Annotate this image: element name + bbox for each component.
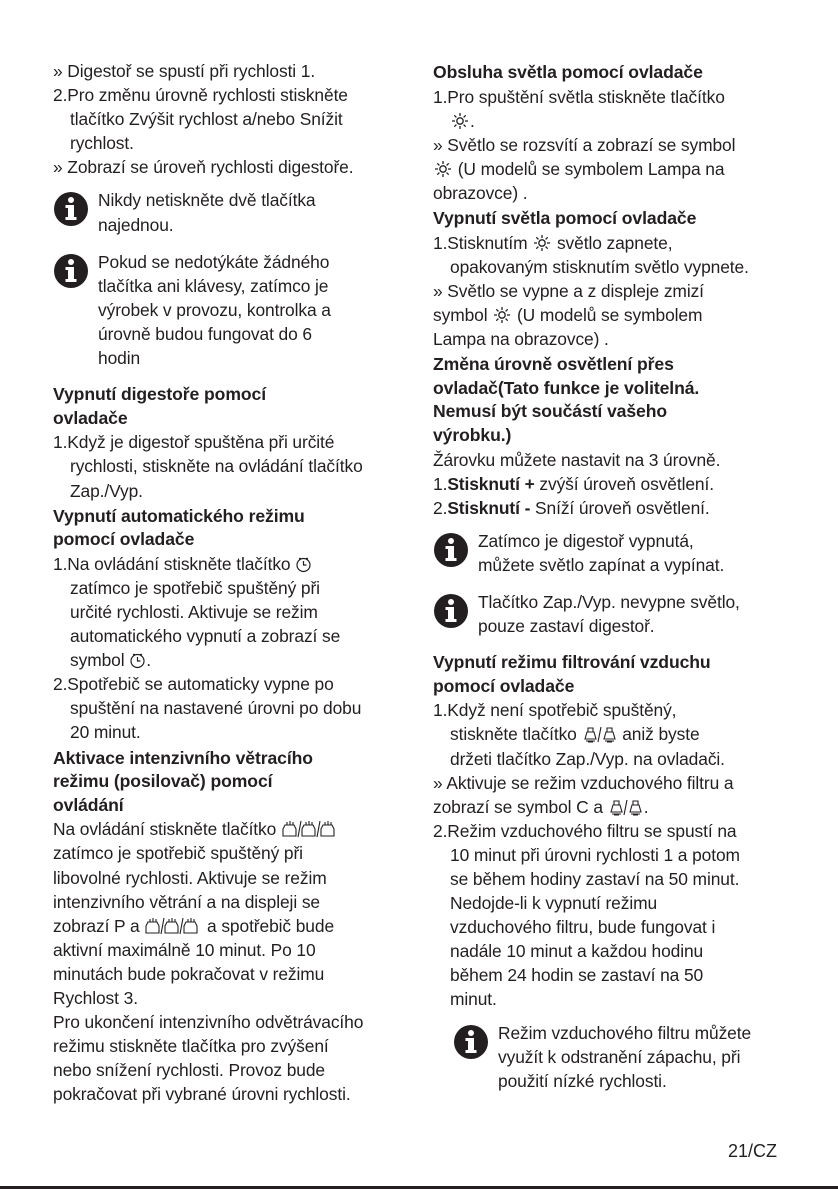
heading-line: ovladače xyxy=(53,407,128,428)
text-line: zatímco je spotřebič spuštěný při xyxy=(70,577,320,598)
section-heading xyxy=(433,651,801,698)
page-number: 21/CZ xyxy=(728,1141,778,1161)
section-body xyxy=(53,552,405,745)
text-line: 1.Pro spuštění světla stiskněte tlačítko xyxy=(433,86,725,107)
section-heading: Vypnutí světla pomocí ovladače xyxy=(433,208,697,229)
info-icon xyxy=(53,191,89,227)
section-heading xyxy=(53,505,405,552)
text-line: minutách bude pokračovat v režimu xyxy=(53,963,325,984)
text-span: (U modelů se symbolem xyxy=(516,304,703,325)
note-line: Režim vzduchového filtru můžete xyxy=(498,1022,752,1043)
boost-fan-icon xyxy=(144,917,202,935)
text-line xyxy=(53,552,405,576)
section-body xyxy=(53,817,405,1106)
clock-icon xyxy=(129,652,146,669)
text-line xyxy=(433,722,801,746)
note-line: Tlačítko Zap./Vyp. nevypne světlo, xyxy=(478,591,740,612)
speed-instructions xyxy=(53,59,405,179)
section-body xyxy=(433,448,801,520)
text-line: Pro ukončení intenzivního odvětrávacího xyxy=(53,1012,364,1033)
text-line: 20 minut. xyxy=(70,722,141,743)
text-span: stiskněte tlačítko xyxy=(450,724,577,745)
heading-line: ovladač(Tato funkce je volitelná. xyxy=(433,377,700,398)
light-icon xyxy=(450,112,470,130)
text-line: » Aktivuje se režim vzduchového filtru a xyxy=(433,772,734,793)
text-line: » Zobrazí se úroveň rychlosti digestoře. xyxy=(53,157,354,178)
heading-line: pomocí ovladače xyxy=(433,675,575,696)
info-note xyxy=(433,590,801,638)
heading-line: Nemusí být součástí vašeho xyxy=(433,401,668,422)
text-line: Nedojde-li k vypnutí režimu xyxy=(450,893,658,914)
section-body xyxy=(433,698,801,1011)
info-icon xyxy=(53,253,89,289)
text-span: Na ovládání stiskněte tlačítko xyxy=(53,819,277,840)
heading-line: pomocí ovladače xyxy=(53,529,195,550)
text-line: pokračovat při vybrané úrovni rychlosti. xyxy=(53,1084,351,1105)
section-heading xyxy=(53,747,405,818)
filter-icon xyxy=(608,798,644,816)
text-line xyxy=(433,157,801,181)
text-line: 2.Režim vzduchového filtru se spustí na xyxy=(433,820,737,841)
text-line: minut. xyxy=(450,989,497,1010)
text-span: symbol xyxy=(70,650,125,671)
text-line: 1.Když je digestoř spuštěna při určité xyxy=(53,432,335,453)
clock-icon xyxy=(295,556,312,573)
text-span: 1.Na ovládání stiskněte tlačítko xyxy=(53,553,291,574)
text-span: zobrazí P a xyxy=(53,915,140,936)
text-span: . xyxy=(643,796,649,817)
text-span: 1. xyxy=(433,473,448,494)
note-line: tlačítka ani klávesy, zatímco je xyxy=(98,275,329,296)
text-line xyxy=(433,472,801,496)
text-line: určité rychlosti. Aktivuje se režim xyxy=(70,601,318,622)
text-span: zvýší úroveň osvětlení. xyxy=(534,473,714,494)
info-note xyxy=(453,1021,801,1093)
heading-line: režimu (posilovač) pomocí xyxy=(53,771,273,792)
text-line: Rychlost 3. xyxy=(53,987,138,1008)
right-column xyxy=(433,59,801,1106)
note-line: Nikdy netiskněte dvě tlačítka xyxy=(98,190,316,211)
text-line: aktivní maximálně 10 minut. Po 10 xyxy=(53,939,316,960)
text-line: rychlosti, stiskněte na ovládání tlačítko xyxy=(70,456,363,477)
light-icon xyxy=(492,306,512,324)
note-line: použití nízké rychlosti. xyxy=(498,1070,667,1091)
note-line: pouze zastaví digestoř. xyxy=(478,616,655,637)
note-line: hodin xyxy=(98,348,141,369)
text-span: . xyxy=(146,650,151,671)
text-line: tlačítko Zvýšit rychlost a/nebo Snížit xyxy=(70,109,343,130)
note-line: najednou. xyxy=(98,214,174,235)
text-line: Žárovku můžete nastavit na 3 úrovně. xyxy=(433,449,721,470)
heading-line: Vypnutí režimu filtrování vzduchu xyxy=(433,652,711,673)
note-line: využít k odstranění zápachu, při xyxy=(498,1046,741,1067)
info-note xyxy=(53,250,405,370)
text-line: intenzivního větrání a na displeji se xyxy=(53,891,320,912)
text-line xyxy=(433,231,801,255)
heading-line: Změna úrovně osvětlení přes xyxy=(433,354,674,375)
note-line: úrovně budou fungovat do 6 xyxy=(98,323,312,344)
text-line: » Světlo se rozsvítí a zobrazí se symbol xyxy=(433,134,736,155)
text-line: opakovaným stisknutím světlo vypnete. xyxy=(450,256,749,277)
left-column xyxy=(53,59,405,1106)
info-icon xyxy=(433,532,469,568)
text-span: symbol xyxy=(433,304,488,325)
text-line: nadále 10 minut a každou hodinu xyxy=(450,941,704,962)
text-line: nebo snížení rychlosti. Provoz bude xyxy=(53,1060,326,1081)
section-heading xyxy=(433,353,801,447)
text-line xyxy=(53,648,405,672)
info-icon xyxy=(453,1024,489,1060)
boost-fan-icon xyxy=(281,820,339,838)
text-line: » Světlo se vypne a z displeje zmizí xyxy=(433,280,704,301)
text-line xyxy=(433,303,801,327)
text-line: Lampa na obrazovce) . xyxy=(433,329,609,350)
text-line xyxy=(433,795,801,819)
text-span: 2. xyxy=(433,497,448,518)
text-span: světlo zapnete, xyxy=(556,232,673,253)
section-body xyxy=(433,231,801,351)
text-line: vzduchového filtru, bude fungovat i xyxy=(450,917,716,938)
text-line: 2.Spotřebič se automaticky vypne po xyxy=(53,674,334,695)
text-span: Stisknutí - xyxy=(447,497,531,518)
note-line: můžete světlo zapínat a vypínat. xyxy=(478,554,725,575)
text-span: . xyxy=(470,110,475,131)
heading-line: výrobku.) xyxy=(433,424,512,445)
text-line: zatímco je spotřebič spuštěný při xyxy=(53,843,303,864)
text-line: 10 minut při úrovni rychlosti 1 a potom xyxy=(450,844,740,865)
text-span: aniž byste xyxy=(622,724,700,745)
info-note xyxy=(433,529,801,577)
info-note xyxy=(53,188,405,236)
bottom-divider xyxy=(0,1186,838,1189)
heading-line: Aktivace intenzivního větracího xyxy=(53,747,313,768)
note-line: výrobek v provozu, kontrolka a xyxy=(98,299,331,320)
text-line xyxy=(53,914,405,938)
text-span: Sníží úroveň osvětlení. xyxy=(530,497,710,518)
light-icon xyxy=(433,160,453,178)
section-heading: Obsluha světla pomocí ovladače xyxy=(433,62,703,82)
text-line xyxy=(433,109,801,133)
section-heading xyxy=(53,383,405,430)
text-line xyxy=(53,817,405,841)
info-icon xyxy=(433,593,469,629)
text-line xyxy=(433,496,801,520)
section-body xyxy=(53,430,405,502)
heading-line: Vypnutí automatického režimu xyxy=(53,505,305,526)
text-line: automatického vypnutí a zobrazí se xyxy=(70,626,341,647)
text-line: během 24 hodin se zastaví na 50 xyxy=(450,965,704,986)
filter-icon xyxy=(582,725,618,743)
light-icon xyxy=(532,234,552,252)
text-span: a spotřebič bude xyxy=(207,915,335,936)
text-span: Stisknutí + xyxy=(447,473,535,494)
note-line: Zatímco je digestoř vypnutá, xyxy=(478,530,694,551)
heading-line: Vypnutí digestoře pomocí xyxy=(53,384,266,405)
text-line: Zap./Vyp. xyxy=(70,480,143,501)
section-body xyxy=(433,85,801,205)
text-line: obrazovce) . xyxy=(433,182,528,203)
text-line: rychlost. xyxy=(70,133,134,154)
text-line: 1.Když není spotřebič spuštěný, xyxy=(433,700,677,721)
text-line: » Digestoř se spustí při rychlosti 1. xyxy=(53,61,316,81)
text-line: se během hodiny zastaví na 50 minut. xyxy=(450,869,740,889)
text-span: zobrazí se symbol C a xyxy=(433,796,603,817)
text-span: (U modelů se symbolem Lampa na xyxy=(457,158,725,179)
text-line: spuštění na nastavené úrovni po dobu xyxy=(70,698,362,719)
note-line: Pokud se nedotýkáte žádného xyxy=(98,251,330,272)
text-line: libovolné rychlosti. Aktivuje se režim xyxy=(53,867,327,888)
text-line: 2.Pro změnu úrovně rychlosti stiskněte xyxy=(53,85,348,106)
heading-line: ovládání xyxy=(53,794,124,815)
text-line: držeti tlačítko Zap./Vyp. na ovladači. xyxy=(450,748,725,769)
text-span: 1.Stisknutím xyxy=(433,232,528,253)
text-line: režimu stiskněte tlačítka pro zvýšení xyxy=(53,1036,329,1057)
